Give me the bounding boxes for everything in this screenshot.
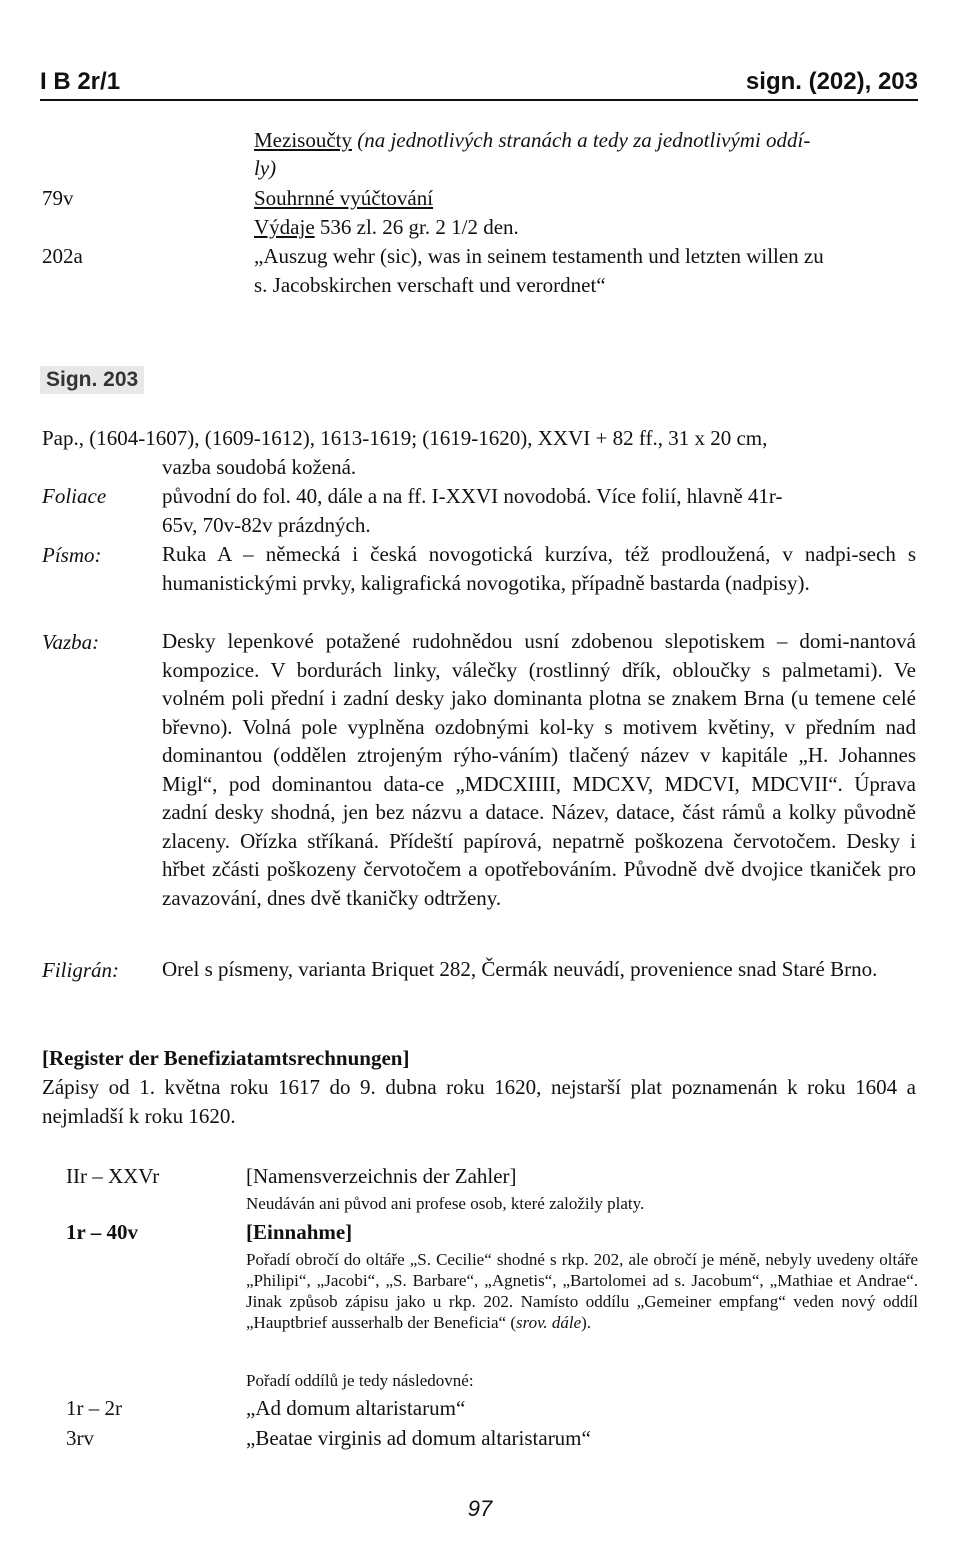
running-header-right: sign. (202), 203 (745, 68, 918, 95)
entry-ref-4: 3rv (66, 1426, 94, 1450)
folio-ref-202a: 202a (42, 244, 83, 268)
vazba-label: Vazba: (42, 630, 100, 654)
expenses-value: 536 zl. 26 gr. 2 1/2 den. (314, 215, 519, 239)
entry-title-1: [Namensverzeichnis der Zahler] (246, 1164, 517, 1188)
vazba-text: Desky lepenkové potažené rudohnědou usní zdobenou slepotiskem – domi-nantová kompozice. V bordurách linky, válečky (rostlinný dřík, obloučky s palmetami). Ve volném poli přední i zadní desky jako dominanta plotna se znakem Brna (u temene celé břevno). Volná pole vyplněna ozdobnými kol-ky s motivem květiny, v předním nad dominantou (oddělen ztrojeným rýho-váním) tlačený název v kapitále „H. Johannes Migl“, pod dominantou data-ce „MDCXIIII, MDCXV, MDCVI, MDCVII“. Úprava zadní desky shodná, jen bez názvu a datace. Název, datace, část rámů a kolky původně zlaceny. Ořízka stříkaná. Přídeští papírová, nepatrně poškozena červotočem. Desky i hřbet zčásti poškozeny červotočem a opotřebováním. Původně dvě dvojice tkaniček pro zavazování, dnes dvě tkaničky odtrženy. (162, 629, 916, 910)
filigran-text: Orel s písmeny, varianta Briquet 282, Čermák neuvádí, provenience snad Staré Brno. (162, 957, 878, 981)
entry-title-4: „Beatae virginis ad domum altaristarum“ (246, 1426, 591, 1450)
entry-ref-1: IIr – XXVr (66, 1164, 160, 1188)
subtotals-note-cont: ly) (254, 156, 277, 180)
folio-ref-79v: 79v (42, 186, 74, 210)
auszug-line-2: s. Jacobskirchen verschaft und verordnet“ (254, 273, 606, 297)
subtotals-note: (na jednotlivých stranách a tedy za jednotlivými oddí- (351, 128, 811, 152)
foliace-label: Foliace (42, 484, 107, 508)
header-rule (40, 99, 918, 101)
expenses-label: Výdaje (254, 215, 315, 239)
entry-note-1: Neudáván ani původ ani profese osob, které založily platy. (246, 1194, 645, 1213)
summary-label: Souhrnné vyúčtování (254, 186, 434, 210)
subtotals-line (254, 126, 810, 154)
entry-ref-2: 1r – 40v (66, 1220, 138, 1244)
entry-note-2 (246, 1249, 918, 1333)
paper-description-line-1: Pap., (1604-1607), (1609-1612), 1613-1619; (1619-1620), XXVI + 82 ff., 31 x 20 cm, (42, 426, 768, 450)
register-text: Zápisy od 1. května roku 1617 do 9. dubna roku 1620, nejstarší plat poznamenán k roku 1604 a nejmladší k roku 1620. (42, 1075, 916, 1128)
filigran-label: Filigrán: (42, 958, 119, 982)
foliace-line-1: původní do fol. 40, dále a na ff. I-XXVI novodobá. Více folií, hlavně 41r- (162, 484, 783, 508)
auszug-line-1: „Auszug wehr (sic), was in seinem testamenth und letzten willen zu (254, 244, 824, 268)
signature-badge: Sign. 203 (40, 366, 144, 394)
paper-description-line-2: vazba soudobá kožená. (162, 455, 357, 479)
entry-note-2-ref: srov. dále (515, 1313, 582, 1332)
running-header-left: I B 2r/1 (40, 68, 121, 95)
entry-note-2-text: Pořadí obročí do oltáře „S. Cecilie“ shodné s rkp. 202, ale obročí je méně, nebyly uvedeny oltáře „Philipi“, „Jacobi“, „S. Barbare“, „Agnetis“, „Bartolomei ad s. Jacobum“, „Mathiae et Andrae“. Jinak způsob zápisu jako u rkp. 202. Namísto oddílu „Gemeiner empfang“ veden nový oddíl „Hauptbrief ausserhalb der Beneficia“ ( (246, 1250, 918, 1332)
pismo-text: Ruka A – německá i česká novogotická kurzíva, též prodloužená, v nadpi-sech s humanistickými prvky, kaligrafická novogotika, případně bastarda (nadpisy). (162, 542, 916, 595)
entry-note-2-end: ). (581, 1313, 592, 1332)
section-order-note: Pořadí oddílů je tedy následovné: (246, 1371, 474, 1390)
entry-title-2: [Einnahme] (246, 1220, 353, 1244)
page-number: 97 (467, 1496, 493, 1521)
entry-ref-3: 1r – 2r (66, 1396, 122, 1420)
foliace-line-2: 65v, 70v-82v prázdných. (162, 513, 371, 537)
subtotals-label: Mezisoučty (254, 128, 352, 152)
pismo-label: Písmo: (42, 543, 102, 567)
entry-title-3: „Ad domum altaristarum“ (246, 1396, 466, 1420)
register-title: [Register der Benefiziatamtsrechnungen] (42, 1046, 410, 1070)
expenses-line (254, 213, 519, 241)
